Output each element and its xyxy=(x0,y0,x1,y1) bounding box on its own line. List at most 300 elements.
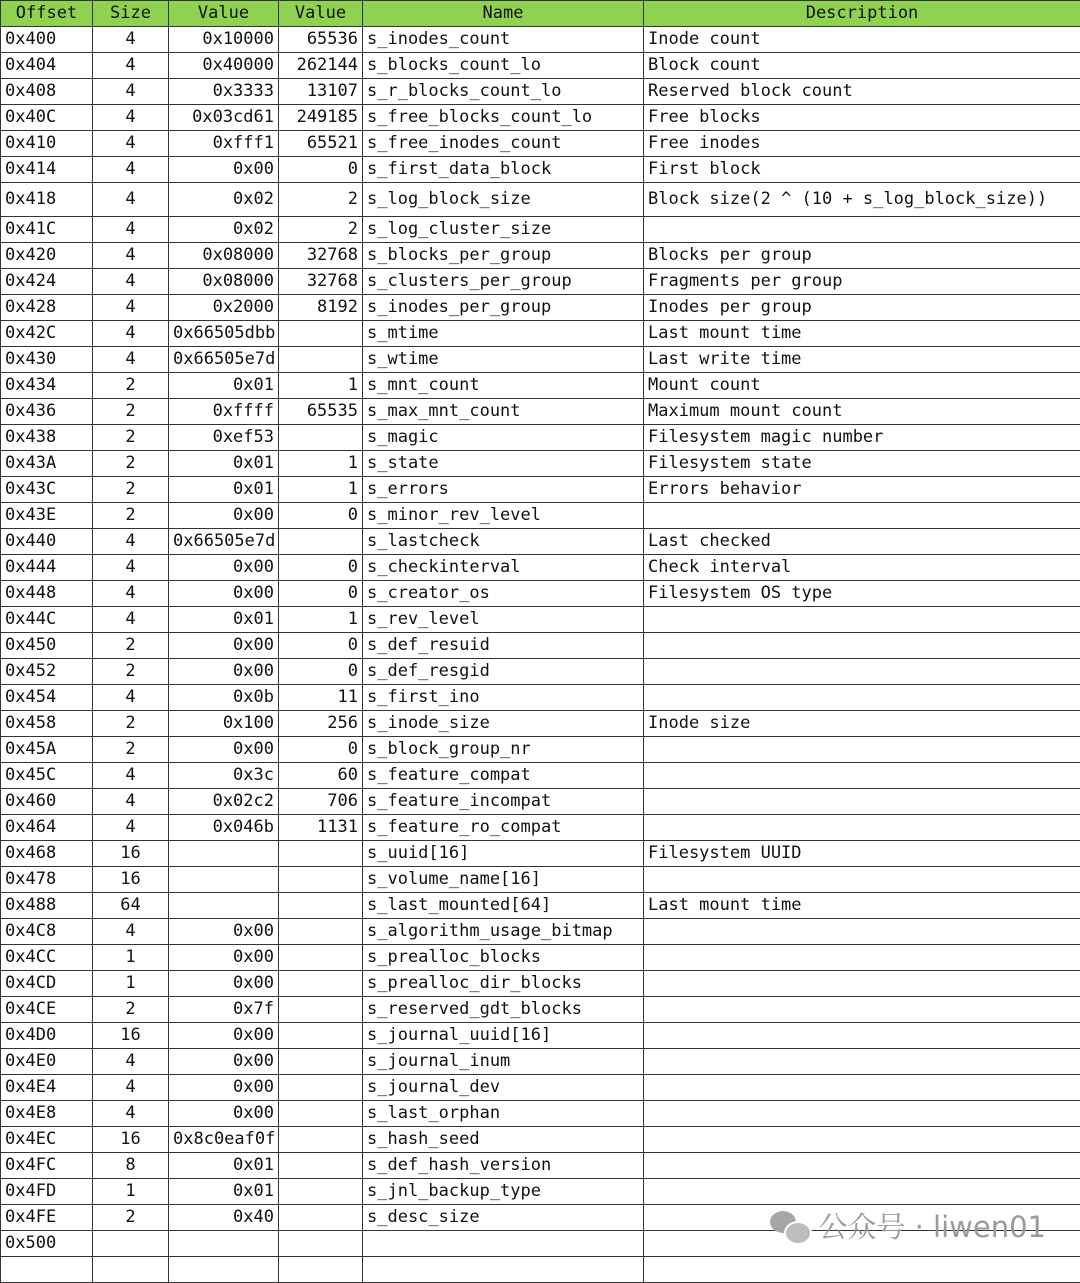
header-name: Name xyxy=(363,1,644,27)
table-row xyxy=(1,425,1080,451)
cell-name: s_first_data_block xyxy=(363,157,644,183)
cell-value-hex: 0x00 xyxy=(169,659,279,685)
cell-offset: 0x404 xyxy=(1,53,93,79)
cell-value-dec: 262144 xyxy=(279,53,363,79)
cell-description: Filesystem UUID xyxy=(644,841,1080,867)
cell-description: Fragments per group xyxy=(644,269,1080,295)
cell-offset: 0x4FD xyxy=(1,1179,93,1205)
cell-name: s_inodes_per_group xyxy=(363,295,644,321)
cell-size: 16 xyxy=(93,1023,169,1049)
cell-value-hex: 0x00 xyxy=(169,157,279,183)
cell-description: Last write time xyxy=(644,347,1080,373)
cell-name: s_free_blocks_count_lo xyxy=(363,105,644,131)
cell-name: s_hash_seed xyxy=(363,1127,644,1153)
cell-offset: 0x45A xyxy=(1,737,93,763)
cell-value-hex: 0x00 xyxy=(169,581,279,607)
cell-name: s_block_group_nr xyxy=(363,737,644,763)
cell-name: s_blocks_count_lo xyxy=(363,53,644,79)
cell-description: Filesystem state xyxy=(644,451,1080,477)
cell-size: 4 xyxy=(93,295,169,321)
cell-description xyxy=(644,217,1080,243)
cell-size: 4 xyxy=(93,27,169,53)
header-value-dec: Value xyxy=(279,1,363,27)
cell-value-dec xyxy=(279,1231,363,1257)
table-row xyxy=(1,1075,1080,1101)
cell-value-hex: 0x0b xyxy=(169,685,279,711)
cell-description: Check interval xyxy=(644,555,1080,581)
watermark xyxy=(770,1205,1046,1246)
cell-name: s_checkinterval xyxy=(363,555,644,581)
cell-offset: 0x420 xyxy=(1,243,93,269)
cell-description: Block count xyxy=(644,53,1080,79)
cell-value-dec: 0 xyxy=(279,633,363,659)
cell-value-dec: 249185 xyxy=(279,105,363,131)
cell-size: 8 xyxy=(93,1153,169,1179)
cell-name xyxy=(363,1257,644,1283)
cell-name: s_rev_level xyxy=(363,607,644,633)
cell-name: s_def_resuid xyxy=(363,633,644,659)
cell-value-hex xyxy=(169,893,279,919)
table-row xyxy=(1,685,1080,711)
cell-size: 4 xyxy=(93,763,169,789)
cell-name: s_feature_incompat xyxy=(363,789,644,815)
table-row xyxy=(1,919,1080,945)
cell-name: s_inodes_count xyxy=(363,27,644,53)
cell-name: s_journal_inum xyxy=(363,1049,644,1075)
cell-description xyxy=(644,1101,1080,1127)
cell-value-dec: 65535 xyxy=(279,399,363,425)
cell-value-hex: 0x00 xyxy=(169,971,279,997)
cell-value-dec: 0 xyxy=(279,659,363,685)
cell-offset: 0x43C xyxy=(1,477,93,503)
cell-value-hex: 0x10000 xyxy=(169,27,279,53)
cell-description: First block xyxy=(644,157,1080,183)
cell-value-hex: 0x01 xyxy=(169,451,279,477)
cell-size: 4 xyxy=(93,789,169,815)
cell-value-dec: 8192 xyxy=(279,295,363,321)
table-row xyxy=(1,893,1080,919)
cell-value-hex: 0x7f xyxy=(169,997,279,1023)
cell-value-hex: 0x01 xyxy=(169,477,279,503)
cell-description: Inode size xyxy=(644,711,1080,737)
cell-description xyxy=(644,633,1080,659)
cell-name: s_prealloc_dir_blocks xyxy=(363,971,644,997)
table-row xyxy=(1,581,1080,607)
cell-value-hex: 0x01 xyxy=(169,373,279,399)
cell-value-hex: 0x100 xyxy=(169,711,279,737)
cell-size: 2 xyxy=(93,425,169,451)
cell-size: 2 xyxy=(93,659,169,685)
cell-offset: 0x4C8 xyxy=(1,919,93,945)
table-row xyxy=(1,867,1080,893)
cell-size: 4 xyxy=(93,321,169,347)
cell-name: s_first_ino xyxy=(363,685,644,711)
cell-value-dec xyxy=(279,945,363,971)
table-row xyxy=(1,347,1080,373)
cell-value-hex: 0x66505e7d xyxy=(169,347,279,373)
cell-size: 4 xyxy=(93,269,169,295)
cell-description xyxy=(644,737,1080,763)
cell-size: 2 xyxy=(93,503,169,529)
table-row xyxy=(1,1257,1080,1283)
cell-value-dec: 1 xyxy=(279,607,363,633)
table-row xyxy=(1,269,1080,295)
cell-value-hex: 0x40000 xyxy=(169,53,279,79)
cell-offset: 0x468 xyxy=(1,841,93,867)
cell-name: s_desc_size xyxy=(363,1205,644,1231)
header-offset: Offset xyxy=(1,1,93,27)
cell-offset: 0x4FC xyxy=(1,1153,93,1179)
cell-value-dec xyxy=(279,1257,363,1283)
cell-name: s_last_mounted[64] xyxy=(363,893,644,919)
cell-size: 4 xyxy=(93,53,169,79)
cell-value-dec: 1 xyxy=(279,373,363,399)
cell-value-hex: 0x8c0eaf0f xyxy=(169,1127,279,1153)
cell-value-hex: 0x046b xyxy=(169,815,279,841)
cell-offset: 0x440 xyxy=(1,529,93,555)
table-row xyxy=(1,157,1080,183)
table-row xyxy=(1,27,1080,53)
cell-value-dec: 0 xyxy=(279,503,363,529)
cell-value-dec: 2 xyxy=(279,183,363,217)
cell-offset: 0x41C xyxy=(1,217,93,243)
cell-description xyxy=(644,997,1080,1023)
cell-description: Maximum mount count xyxy=(644,399,1080,425)
cell-description: Filesystem OS type xyxy=(644,581,1080,607)
cell-offset: 0x418 xyxy=(1,183,93,217)
cell-value-hex: 0x02 xyxy=(169,217,279,243)
cell-value-hex: 0x08000 xyxy=(169,269,279,295)
cell-offset: 0x4E0 xyxy=(1,1049,93,1075)
cell-name: s_mnt_count xyxy=(363,373,644,399)
cell-size: 4 xyxy=(93,183,169,217)
cell-value-hex: 0x00 xyxy=(169,737,279,763)
cell-offset: 0x430 xyxy=(1,347,93,373)
cell-value-dec xyxy=(279,529,363,555)
cell-value-dec: 65536 xyxy=(279,27,363,53)
cell-offset: 0x4D0 xyxy=(1,1023,93,1049)
cell-offset: 0x478 xyxy=(1,867,93,893)
cell-name: s_feature_compat xyxy=(363,763,644,789)
cell-value-dec: 2 xyxy=(279,217,363,243)
cell-value-dec xyxy=(279,919,363,945)
cell-name: s_clusters_per_group xyxy=(363,269,644,295)
cell-name: s_prealloc_blocks xyxy=(363,945,644,971)
cell-name: s_log_cluster_size xyxy=(363,217,644,243)
cell-value-hex xyxy=(169,1231,279,1257)
cell-name: s_algorithm_usage_bitmap xyxy=(363,919,644,945)
cell-name: s_state xyxy=(363,451,644,477)
cell-size: 1 xyxy=(93,945,169,971)
table-row xyxy=(1,1023,1080,1049)
cell-value-hex: 0x2000 xyxy=(169,295,279,321)
cell-size: 1 xyxy=(93,1179,169,1205)
cell-description: Free blocks xyxy=(644,105,1080,131)
cell-size: 4 xyxy=(93,919,169,945)
cell-description xyxy=(644,1153,1080,1179)
cell-size: 4 xyxy=(93,217,169,243)
cell-offset: 0x400 xyxy=(1,27,93,53)
cell-name: s_lastcheck xyxy=(363,529,644,555)
cell-offset: 0x4CC xyxy=(1,945,93,971)
table-row xyxy=(1,1049,1080,1075)
table-row xyxy=(1,53,1080,79)
cell-value-dec xyxy=(279,321,363,347)
table-body xyxy=(1,27,1080,1283)
cell-value-hex: 0x00 xyxy=(169,945,279,971)
cell-name xyxy=(363,1231,644,1257)
cell-size: 4 xyxy=(93,1049,169,1075)
cell-offset: 0x43A xyxy=(1,451,93,477)
cell-description: Inode count xyxy=(644,27,1080,53)
cell-offset: 0x452 xyxy=(1,659,93,685)
watermark-text: 公众号 · liwen01 xyxy=(818,1205,1046,1246)
cell-value-dec xyxy=(279,1049,363,1075)
cell-offset: 0x4CE xyxy=(1,997,93,1023)
cell-value-hex: 0xef53 xyxy=(169,425,279,451)
cell-value-hex: 0x01 xyxy=(169,607,279,633)
cell-offset: 0x4EC xyxy=(1,1127,93,1153)
cell-offset: 0x43E xyxy=(1,503,93,529)
table-row xyxy=(1,997,1080,1023)
cell-description xyxy=(644,763,1080,789)
cell-offset: 0x434 xyxy=(1,373,93,399)
cell-description xyxy=(644,945,1080,971)
cell-size: 4 xyxy=(93,105,169,131)
cell-offset: 0x500 xyxy=(1,1231,93,1257)
cell-name: s_max_mnt_count xyxy=(363,399,644,425)
cell-value-dec: 60 xyxy=(279,763,363,789)
cell-name: s_last_orphan xyxy=(363,1101,644,1127)
table-row xyxy=(1,607,1080,633)
cell-value-hex: 0x3c xyxy=(169,763,279,789)
cell-name: s_def_resgid xyxy=(363,659,644,685)
cell-value-dec: 13107 xyxy=(279,79,363,105)
cell-value-dec xyxy=(279,1101,363,1127)
cell-value-dec: 32768 xyxy=(279,269,363,295)
cell-size: 4 xyxy=(93,529,169,555)
cell-value-dec: 0 xyxy=(279,157,363,183)
cell-offset xyxy=(1,1257,93,1283)
cell-value-dec: 0 xyxy=(279,581,363,607)
cell-description xyxy=(644,815,1080,841)
table-row xyxy=(1,1127,1080,1153)
cell-offset: 0x410 xyxy=(1,131,93,157)
cell-value-hex: 0x01 xyxy=(169,1179,279,1205)
cell-value-dec: 706 xyxy=(279,789,363,815)
cell-description xyxy=(644,503,1080,529)
cell-size: 4 xyxy=(93,347,169,373)
cell-size: 2 xyxy=(93,451,169,477)
cell-size: 4 xyxy=(93,131,169,157)
cell-size: 2 xyxy=(93,997,169,1023)
table-row xyxy=(1,555,1080,581)
cell-size: 4 xyxy=(93,1101,169,1127)
cell-description xyxy=(644,1179,1080,1205)
table-row xyxy=(1,945,1080,971)
cell-size: 4 xyxy=(93,157,169,183)
cell-size: 2 xyxy=(93,711,169,737)
cell-description: Inodes per group xyxy=(644,295,1080,321)
cell-value-dec: 1 xyxy=(279,477,363,503)
cell-description: Free inodes xyxy=(644,131,1080,157)
cell-offset: 0x444 xyxy=(1,555,93,581)
cell-name: s_uuid[16] xyxy=(363,841,644,867)
cell-description xyxy=(644,919,1080,945)
cell-name: s_volume_name[16] xyxy=(363,867,644,893)
cell-name: s_magic xyxy=(363,425,644,451)
cell-description xyxy=(644,607,1080,633)
table-row xyxy=(1,737,1080,763)
cell-offset: 0x4FE xyxy=(1,1205,93,1231)
cell-value-hex: 0x00 xyxy=(169,1101,279,1127)
table-row xyxy=(1,1101,1080,1127)
cell-offset: 0x454 xyxy=(1,685,93,711)
cell-size: 16 xyxy=(93,1127,169,1153)
cell-value-hex: 0x08000 xyxy=(169,243,279,269)
cell-name: s_def_hash_version xyxy=(363,1153,644,1179)
cell-offset: 0x458 xyxy=(1,711,93,737)
cell-description: Reserved block count xyxy=(644,79,1080,105)
cell-name: s_creator_os xyxy=(363,581,644,607)
cell-value-dec xyxy=(279,1075,363,1101)
cell-name: s_log_block_size xyxy=(363,183,644,217)
table-row xyxy=(1,529,1080,555)
cell-offset: 0x44C xyxy=(1,607,93,633)
table-row xyxy=(1,321,1080,347)
cell-description xyxy=(644,789,1080,815)
cell-description xyxy=(644,659,1080,685)
cell-size: 4 xyxy=(93,685,169,711)
table-row xyxy=(1,183,1080,217)
cell-name: s_reserved_gdt_blocks xyxy=(363,997,644,1023)
cell-offset: 0x464 xyxy=(1,815,93,841)
cell-size: 1 xyxy=(93,971,169,997)
cell-size: 4 xyxy=(93,555,169,581)
wechat-icon xyxy=(770,1209,810,1243)
table-row xyxy=(1,217,1080,243)
cell-value-hex xyxy=(169,1257,279,1283)
cell-offset: 0x436 xyxy=(1,399,93,425)
table-row xyxy=(1,971,1080,997)
cell-value-hex: 0x00 xyxy=(169,503,279,529)
cell-value-hex: 0x01 xyxy=(169,1153,279,1179)
cell-description xyxy=(644,1049,1080,1075)
cell-value-hex: 0x02c2 xyxy=(169,789,279,815)
cell-offset: 0x45C xyxy=(1,763,93,789)
cell-size: 16 xyxy=(93,841,169,867)
table-row xyxy=(1,815,1080,841)
cell-value-dec xyxy=(279,893,363,919)
cell-value-dec: 256 xyxy=(279,711,363,737)
cell-value-hex: 0x03cd61 xyxy=(169,105,279,131)
cell-name: s_inode_size xyxy=(363,711,644,737)
cell-value-hex: 0x3333 xyxy=(169,79,279,105)
cell-value-hex: 0x00 xyxy=(169,1023,279,1049)
cell-value-dec xyxy=(279,997,363,1023)
table-row xyxy=(1,399,1080,425)
cell-description: Block size(2 ^ (10 + s_log_block_size)) xyxy=(644,183,1080,217)
cell-offset: 0x438 xyxy=(1,425,93,451)
cell-size: 2 xyxy=(93,373,169,399)
header-size: Size xyxy=(93,1,169,27)
cell-name: s_journal_uuid[16] xyxy=(363,1023,644,1049)
cell-value-dec: 1 xyxy=(279,451,363,477)
cell-value-dec: 0 xyxy=(279,737,363,763)
cell-description xyxy=(644,1075,1080,1101)
cell-offset: 0x488 xyxy=(1,893,93,919)
cell-offset: 0x4CD xyxy=(1,971,93,997)
cell-value-hex xyxy=(169,841,279,867)
cell-value-hex: 0x00 xyxy=(169,633,279,659)
cell-offset: 0x4E8 xyxy=(1,1101,93,1127)
cell-name: s_journal_dev xyxy=(363,1075,644,1101)
cell-value-dec xyxy=(279,1179,363,1205)
cell-size: 4 xyxy=(93,79,169,105)
cell-value-hex: 0xffff xyxy=(169,399,279,425)
cell-name: s_feature_ro_compat xyxy=(363,815,644,841)
cell-value-dec xyxy=(279,347,363,373)
cell-description: Last checked xyxy=(644,529,1080,555)
cell-value-dec: 1131 xyxy=(279,815,363,841)
table-row xyxy=(1,841,1080,867)
cell-description xyxy=(644,1023,1080,1049)
cell-value-hex: 0x00 xyxy=(169,1049,279,1075)
table-row xyxy=(1,243,1080,269)
table-row xyxy=(1,1179,1080,1205)
table-row xyxy=(1,659,1080,685)
table-row xyxy=(1,789,1080,815)
table-row xyxy=(1,451,1080,477)
table-row xyxy=(1,373,1080,399)
table-row xyxy=(1,131,1080,157)
cell-value-dec xyxy=(279,1127,363,1153)
cell-description xyxy=(644,867,1080,893)
cell-description: Mount count xyxy=(644,373,1080,399)
cell-value-hex: 0xfff1 xyxy=(169,131,279,157)
cell-name: s_wtime xyxy=(363,347,644,373)
cell-name: s_mtime xyxy=(363,321,644,347)
table-row xyxy=(1,711,1080,737)
header-description: Description xyxy=(644,1,1080,27)
cell-value-dec: 11 xyxy=(279,685,363,711)
cell-value-hex: 0x66505dbb xyxy=(169,321,279,347)
cell-value-hex: 0x40 xyxy=(169,1205,279,1231)
table-row xyxy=(1,105,1080,131)
table-header-row xyxy=(1,1,1080,27)
cell-name: s_blocks_per_group xyxy=(363,243,644,269)
cell-size xyxy=(93,1257,169,1283)
cell-value-hex xyxy=(169,867,279,893)
cell-value-dec xyxy=(279,1023,363,1049)
cell-value-hex: 0x00 xyxy=(169,555,279,581)
cell-description: Last mount time xyxy=(644,321,1080,347)
cell-description xyxy=(644,685,1080,711)
header-value-hex: Value xyxy=(169,1,279,27)
cell-size xyxy=(93,1231,169,1257)
cell-offset: 0x424 xyxy=(1,269,93,295)
cell-offset: 0x414 xyxy=(1,157,93,183)
cell-value-dec: 0 xyxy=(279,555,363,581)
cell-value-hex: 0x02 xyxy=(169,183,279,217)
cell-description: Filesystem magic number xyxy=(644,425,1080,451)
table-row xyxy=(1,763,1080,789)
cell-value-dec xyxy=(279,971,363,997)
cell-offset: 0x4E4 xyxy=(1,1075,93,1101)
cell-value-dec: 32768 xyxy=(279,243,363,269)
cell-name: s_errors xyxy=(363,477,644,503)
cell-description: Errors behavior xyxy=(644,477,1080,503)
